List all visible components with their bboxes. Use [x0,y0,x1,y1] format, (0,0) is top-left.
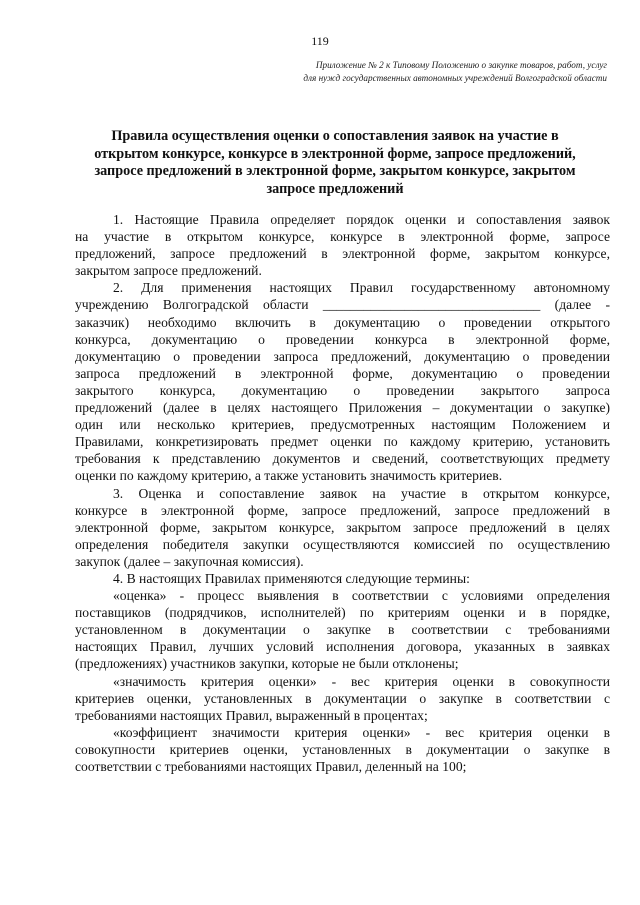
title-line: запросе предложений в электронной форме, закрытом конкурсе, закрытом [94,163,576,179]
appendix-note-line: для нужд государственных автономных учреждений Волгоградской области [303,73,607,83]
paragraph [75,673,610,724]
paragraph-line: 1. Настоящие Правила определяет порядок оценки и сопоставления заявок [113,212,610,227]
paragraph-line: оценки по каждому критерию, а также установить значимость критериев. [75,468,503,484]
paragraph [75,211,610,279]
title-line: Правила осуществления оценки о сопоставления заявок на участие в [111,128,559,144]
appendix-note-line: Приложение № 2 к Типовому Положению о закупке товаров, работ, услуг [315,60,607,70]
paragraph [75,279,610,484]
paragraph-line: конкурса, документацию о проведении конкурса в электронной форме, [75,331,610,347]
paragraph [75,587,610,672]
paragraph-line: «коэффициент значимости критерия оценки» - вес критерия оценки в [113,724,610,740]
title-line: запросе предложений [266,180,404,197]
paragraph-line: совокупности критериев оценки, установленных в документации о закупке в [75,741,610,757]
paragraph-line: требования к представлению документов и сведений, соответствующих предмету [75,451,610,467]
paragraph [75,724,610,775]
paragraph-line: закрытого конкурса, документацию о проведении закрытого запроса [75,382,610,398]
paragraph-line: документацию о проведении запроса предложений, документацию о проведении [75,348,610,364]
paragraph-line: «оценка» - процесс выявления в соответствии с условиями определения [113,588,610,604]
paragraph-line: критериев оценки, установленных в документации о закупке в соответствии с [75,690,610,706]
title-line: открытом конкурсе, конкурсе в электронной форме, запросе предложений, [94,145,576,162]
document-title [62,128,608,198]
paragraph-line: один или несколько критериев, предусмотренных настоящим Положением и [75,417,610,433]
paragraph-line: учреждению Волгоградской области ________________________________ (далее - [75,297,610,313]
paragraph-line: «значимость критерия оценки» - вес критерия оценки в совокупности [113,673,610,689]
paragraph-line: заказчик) необходимо включить в документацию о проведении открытого [75,314,610,330]
paragraph-line: 2. Для применения настоящих Правил государственному автономному [113,280,610,296]
paragraph-line: (предложениях) участников закупки, которые не были отклонены; [75,656,459,672]
paragraph-line: Правилами, конкретизировать предмет оценки по каждому критерию, установить [75,434,610,450]
paragraph-line: запроса предложений в электронной форме, документацию о проведении [75,365,610,381]
paragraph-line: настоящих Правил, лучших условий исполнения договора, указанных в заявках [75,639,610,655]
paragraph-line: электронной форме, закрытом конкурсе, закрытом запросе предложений в целях [75,519,610,535]
paragraph-line: предложений, запросе предложений в электронной форме, закрытом конкурсе, [75,246,610,262]
paragraph-line: предложений (далее в целях настоящего Приложения – документации о закупке) [75,400,610,416]
paragraph-line: определения победителя закупки осуществляются комиссией по осуществлению [75,536,610,552]
paragraph-line: закрытом запросе предложений. [75,263,262,279]
page-number: 119 [311,34,329,48]
paragraph-line: на участие в открытом конкурсе, конкурсе в электронной форме, запросе [75,229,610,245]
document-body [75,211,610,775]
paragraph-line: требованиями настоящих Правил, выраженный в процентах; [75,707,428,723]
paragraph-line: конкурсе в электронной форме, запросе предложений, запросе предложений в [75,502,610,518]
paragraph-line: закупок (далее – закупочная комиссия). [75,553,304,569]
paragraph-line: поставщиков (подрядчиков, исполнителей) по критериям оценки и в порядке, [75,605,610,621]
appendix-note [177,59,607,85]
paragraph-line: соответствии с требованиями настоящих Правил, деленный на 100; [75,759,467,774]
paragraph [75,485,610,570]
paragraph [75,570,610,587]
paragraph-line: 3. Оценка и сопоставление заявок на участие в открытом конкурсе, [113,485,610,501]
paragraph-line: установленном в документации о закупке в соответствии с требованиями [75,622,610,638]
paragraph-line: 4. В настоящих Правилах применяются следующие термины: [113,570,470,586]
